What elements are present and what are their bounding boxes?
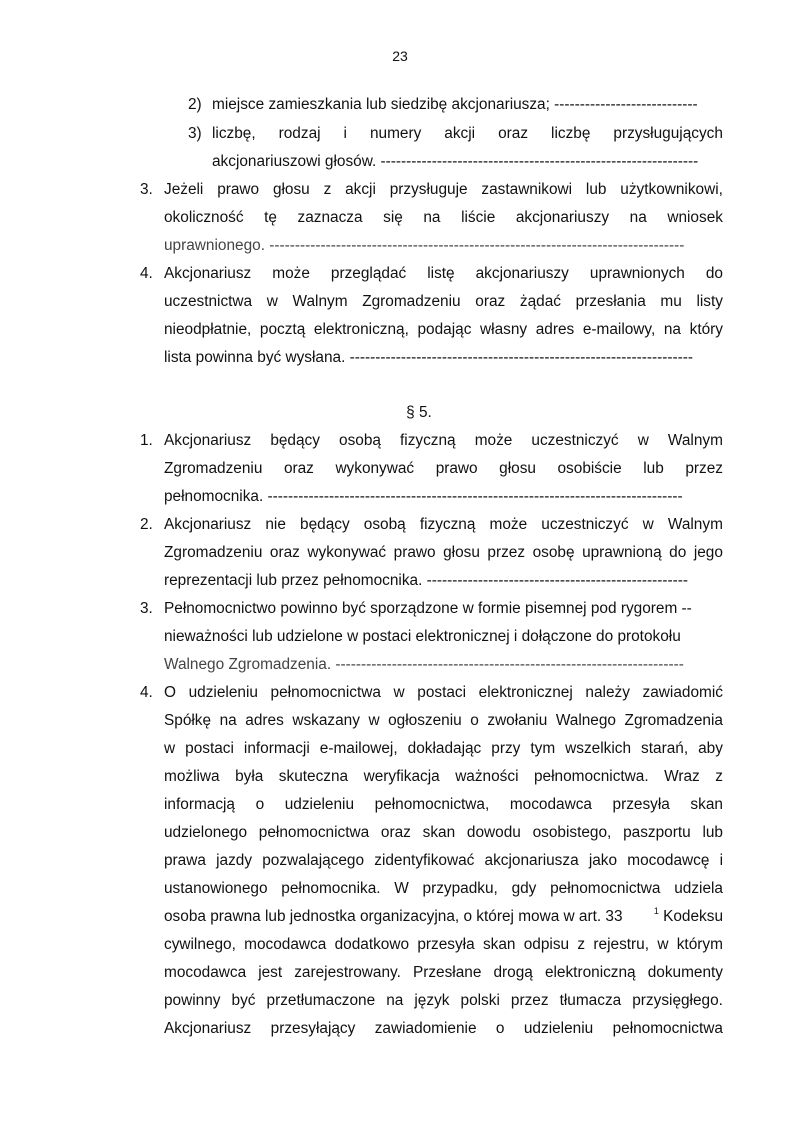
word: w bbox=[266, 293, 278, 310]
word: prawo bbox=[435, 460, 478, 477]
word: drogą bbox=[493, 964, 533, 981]
word: akcjonariuszy bbox=[515, 209, 610, 226]
word: przesyłający bbox=[270, 1020, 356, 1037]
list-item-line-justified bbox=[164, 320, 723, 340]
word: prawo bbox=[393, 544, 436, 561]
word: prawo bbox=[217, 181, 260, 198]
word: informacji bbox=[243, 740, 310, 757]
list-item-line-justified bbox=[164, 851, 723, 871]
word: elektronicznej bbox=[478, 684, 573, 701]
word: e-mailowej, bbox=[319, 740, 398, 757]
word: może bbox=[474, 432, 513, 449]
word: o bbox=[495, 1020, 505, 1037]
word: przesyła bbox=[417, 936, 475, 953]
word: należy bbox=[585, 684, 630, 701]
word: na bbox=[663, 321, 681, 338]
word: liście bbox=[461, 209, 496, 226]
word: oraz bbox=[498, 125, 529, 142]
word: się bbox=[383, 209, 403, 226]
word: uczestniczyć bbox=[531, 432, 619, 449]
word: wniosek bbox=[667, 209, 723, 226]
list-item-line-justified bbox=[164, 991, 723, 1011]
word: uczestnictwa bbox=[164, 293, 253, 310]
word: powinny bbox=[164, 992, 221, 1009]
word: w bbox=[368, 712, 380, 729]
list-item-line: uprawnionego. --------------------------------------------------------------------------------- bbox=[164, 237, 685, 254]
list-item-line-justified bbox=[164, 767, 723, 787]
list-item-line-justified bbox=[164, 879, 723, 899]
word: uprawnioną bbox=[582, 544, 662, 561]
word: dokładając bbox=[407, 740, 482, 757]
word: głosu bbox=[443, 544, 480, 561]
word: ustanowionego bbox=[164, 880, 268, 897]
list-item-line-justified bbox=[164, 739, 723, 759]
word: skan bbox=[690, 796, 723, 813]
word: osobiście bbox=[557, 460, 622, 477]
list-number: 2) bbox=[188, 96, 202, 113]
word: oraz bbox=[269, 544, 300, 561]
word: na bbox=[629, 209, 647, 226]
list-item-line-justified bbox=[164, 935, 723, 955]
word: głosu bbox=[272, 181, 310, 198]
word: Akcjonariusz bbox=[164, 516, 252, 533]
word: z bbox=[577, 936, 586, 953]
list-number: 4. bbox=[140, 265, 153, 282]
word: mocodawca bbox=[164, 964, 247, 981]
word: okoliczność bbox=[164, 209, 244, 226]
word: akcjonariusza bbox=[484, 852, 579, 869]
word: zaznacza bbox=[297, 209, 363, 226]
word: lub bbox=[643, 460, 664, 477]
word: w bbox=[637, 432, 649, 449]
word: Akcjonariusz bbox=[164, 265, 252, 282]
word: wszelkich bbox=[565, 740, 632, 757]
word: lub bbox=[702, 824, 723, 841]
word: w bbox=[657, 936, 669, 953]
word: skuteczna bbox=[278, 768, 349, 785]
list-number: 3. bbox=[140, 181, 153, 198]
list-item-line: nieważności lub udzielone w postaci elektronicznej i dołączone do protokołu bbox=[164, 628, 681, 645]
word: przysięgłego. bbox=[632, 992, 723, 1009]
word: liczbę bbox=[551, 125, 591, 142]
word: pełnomocnika. bbox=[281, 880, 381, 897]
word: pełnomocnictwa bbox=[612, 1020, 723, 1037]
word: pełnomocnictwa bbox=[550, 880, 661, 897]
word: akcji bbox=[444, 125, 476, 142]
word: ogłoszeniu bbox=[388, 712, 462, 729]
word: rejestru, bbox=[593, 936, 650, 953]
word: na bbox=[386, 992, 404, 1009]
word: głosu bbox=[499, 460, 536, 477]
word: użytkownikowi, bbox=[620, 181, 723, 198]
word: zidentyfikować bbox=[374, 852, 475, 869]
word: na bbox=[219, 712, 237, 729]
word: w bbox=[642, 516, 654, 533]
list-item-line-justified bbox=[164, 543, 723, 563]
word: wykonywać bbox=[335, 460, 415, 477]
word: dokumenty bbox=[647, 964, 723, 981]
word: w bbox=[393, 684, 405, 701]
list-item-line: pełnomocnika. --------------------------------------------------------------------------------- bbox=[164, 488, 683, 505]
word: Walnego bbox=[555, 712, 616, 729]
word: Spółkę bbox=[164, 712, 212, 729]
word: zastawnikowi bbox=[481, 181, 573, 198]
word: pełnomocnictwa. bbox=[533, 768, 649, 785]
list-item-line-with-superscript bbox=[164, 907, 723, 927]
word: tę bbox=[264, 209, 277, 226]
page-number: 23 bbox=[392, 48, 408, 64]
word: zawiadomić bbox=[642, 684, 723, 701]
word: liczbę, bbox=[212, 125, 256, 142]
word: weryfikacja bbox=[363, 768, 440, 785]
list-item-line: miejsce zamieszkania lub siedzibę akcjonariusza; ---------------------------- bbox=[212, 96, 698, 113]
list-item-line-justified bbox=[164, 1019, 723, 1039]
word: paszportu bbox=[623, 824, 691, 841]
word: akcji bbox=[345, 181, 376, 198]
word: e-mailowy, bbox=[582, 321, 656, 338]
word: może bbox=[272, 265, 310, 282]
word: przesyła bbox=[612, 796, 670, 813]
word: udzieleniu bbox=[188, 684, 258, 701]
word: pełnomocnictwa bbox=[270, 684, 381, 701]
word: z bbox=[323, 181, 332, 198]
word: przysługuje bbox=[389, 181, 468, 198]
word: Akcjonariusz bbox=[164, 1020, 252, 1037]
word: osobę bbox=[532, 544, 575, 561]
word: akcjonariuszy bbox=[475, 265, 569, 282]
list-item-line-justified bbox=[164, 292, 723, 312]
superscript-number: 1 bbox=[653, 906, 659, 916]
word: W bbox=[394, 880, 409, 897]
list-item-line-justified bbox=[212, 124, 723, 144]
word: do bbox=[669, 544, 687, 561]
word: Wraz bbox=[664, 768, 700, 785]
word: przeglądać bbox=[330, 265, 407, 282]
word: udzieleniu bbox=[523, 1020, 594, 1037]
word: Zgromadzeniu bbox=[164, 544, 263, 561]
word: na bbox=[423, 209, 441, 226]
list-number: 1. bbox=[140, 432, 153, 449]
word: dowodu bbox=[466, 824, 521, 841]
word: Walnym bbox=[667, 516, 723, 533]
word: prawa bbox=[164, 852, 206, 869]
list-item-line-justified bbox=[164, 963, 723, 983]
word: pozwalającego bbox=[262, 852, 365, 869]
word: odpisu bbox=[523, 936, 570, 953]
word: przypadku, bbox=[422, 880, 498, 897]
word: osobą bbox=[339, 432, 381, 449]
word: Jeżeli bbox=[164, 181, 204, 198]
word: może bbox=[489, 516, 528, 533]
list-item-line-justified bbox=[164, 711, 723, 731]
word: postaci bbox=[185, 740, 234, 757]
word: z bbox=[715, 768, 723, 785]
word: Walnym bbox=[667, 432, 723, 449]
list-item-line-justified bbox=[164, 823, 723, 843]
list-number: 3. bbox=[140, 600, 153, 617]
list-item-line-justified bbox=[164, 180, 723, 200]
word: udzieleniu bbox=[284, 796, 355, 813]
word: który bbox=[689, 321, 723, 338]
word: jest bbox=[258, 964, 283, 981]
word: udziela bbox=[674, 880, 723, 897]
word: elektroniczną bbox=[544, 964, 636, 981]
word: nieodpłatnie, bbox=[164, 321, 252, 338]
word: w bbox=[164, 740, 176, 757]
word: osobą bbox=[363, 516, 406, 533]
word: osobistego, bbox=[532, 824, 612, 841]
word: adres bbox=[245, 712, 284, 729]
word: skan bbox=[482, 936, 516, 953]
word: tym bbox=[530, 740, 556, 757]
list-number: 2. bbox=[140, 516, 153, 533]
word: własny bbox=[480, 321, 528, 338]
word: była bbox=[235, 768, 264, 785]
list-item-line: Walnego Zgromadzenia. -------------------------------------------------------------------- bbox=[164, 656, 684, 673]
word: będący bbox=[300, 516, 350, 533]
word: język bbox=[414, 992, 450, 1009]
word: rodzaj bbox=[278, 125, 321, 142]
word: o bbox=[255, 796, 265, 813]
word: przez bbox=[510, 992, 549, 1009]
word: uprawnionych bbox=[589, 265, 685, 282]
word: zawiadomienie bbox=[374, 1020, 477, 1037]
word: którym bbox=[676, 936, 723, 953]
word: mocodawcę bbox=[627, 852, 710, 869]
list-number: 3) bbox=[188, 125, 202, 142]
word: fizyczną bbox=[400, 432, 456, 449]
word: gdy bbox=[511, 880, 537, 897]
word: przez bbox=[685, 460, 723, 477]
word: przysługujących bbox=[613, 125, 723, 142]
word: uczestniczyć bbox=[541, 516, 629, 533]
word: lub bbox=[585, 181, 607, 198]
word: żądać bbox=[519, 293, 561, 310]
word: informacją bbox=[164, 796, 235, 813]
word: przez bbox=[487, 544, 526, 561]
list-item-line: Pełnomocnictwo powinno być sporządzone w formie pisemnej pod rygorem -- bbox=[164, 600, 692, 617]
word: do bbox=[705, 265, 723, 282]
word: zarejestrowany. bbox=[294, 964, 401, 981]
word: jego bbox=[693, 544, 723, 561]
word: starań, bbox=[641, 740, 689, 757]
section-heading: § 5. bbox=[406, 404, 432, 421]
word: mocodawca bbox=[244, 936, 327, 953]
word: wykonywać bbox=[307, 544, 387, 561]
word: postaci bbox=[417, 684, 467, 701]
word: będący bbox=[270, 432, 320, 449]
word: mocodawca bbox=[509, 796, 592, 813]
list-item-line: reprezentacji lub przez pełnomocnika. --------------------------------------------------- bbox=[164, 572, 689, 589]
list-item-line-justified bbox=[164, 515, 723, 535]
word: Zgromadzeniu bbox=[164, 460, 263, 477]
word: dodatkowo bbox=[334, 936, 410, 953]
word: Walnym bbox=[292, 293, 348, 310]
word: podając bbox=[417, 321, 472, 338]
word: być bbox=[231, 992, 256, 1009]
word: przesłania bbox=[575, 293, 646, 310]
word: Akcjonariusz bbox=[164, 432, 252, 449]
word: numery bbox=[369, 125, 422, 142]
word: przetłumaczone bbox=[266, 992, 376, 1009]
word: mu bbox=[660, 293, 682, 310]
word: przy bbox=[491, 740, 521, 757]
word: i bbox=[343, 125, 347, 142]
list-item-line-justified bbox=[164, 264, 723, 284]
list-item-line: lista powinna być wysłana. ------------------------------------------------------------------- bbox=[164, 349, 694, 366]
list-item-line-justified bbox=[164, 683, 723, 703]
line-text: osoba prawna lub jednostka organizacyjna, o której mowa w art. 33 bbox=[164, 908, 623, 925]
word: Przesłane bbox=[412, 964, 482, 981]
word: Zgromadzeniu bbox=[362, 293, 461, 310]
list-item-line: akcjonariuszowi głosów. -------------------------------------------------------------- bbox=[212, 153, 699, 170]
word: o bbox=[470, 712, 479, 729]
word: nie bbox=[265, 516, 286, 533]
word: pełnomocnictwa, bbox=[374, 796, 490, 813]
word: możliwa bbox=[164, 768, 220, 785]
list-item-line-justified bbox=[164, 431, 723, 451]
word: aby bbox=[698, 740, 723, 757]
word: i bbox=[719, 852, 723, 869]
word: polski bbox=[460, 992, 500, 1009]
word: Zgromadzenia bbox=[624, 712, 723, 729]
line-text: Kodeksu bbox=[658, 908, 723, 925]
word: pocztą bbox=[259, 321, 306, 338]
word: cywilnego, bbox=[164, 936, 236, 953]
word: jako bbox=[588, 852, 618, 869]
list-item-line-justified bbox=[164, 795, 723, 815]
word: skan bbox=[422, 824, 456, 841]
word: zwołaniu bbox=[487, 712, 548, 729]
list-item-line-justified bbox=[164, 208, 723, 228]
word: oraz bbox=[283, 460, 314, 477]
word: elektroniczną, bbox=[313, 321, 409, 338]
word: oraz bbox=[475, 293, 506, 310]
word: tłumacza bbox=[559, 992, 622, 1009]
word: listę bbox=[427, 265, 455, 282]
list-item-line-justified bbox=[164, 459, 723, 479]
word: listy bbox=[696, 293, 723, 310]
word: wskazany bbox=[292, 712, 360, 729]
word: adres bbox=[535, 321, 575, 338]
list-number: 4. bbox=[140, 684, 153, 701]
word: jazdy bbox=[216, 852, 253, 869]
word: O bbox=[164, 684, 176, 701]
word: oraz bbox=[380, 824, 411, 841]
word: fizyczną bbox=[419, 516, 476, 533]
word: ważności bbox=[455, 768, 519, 785]
word: pełnomocnictwa bbox=[258, 824, 370, 841]
word: udzielonego bbox=[164, 824, 248, 841]
